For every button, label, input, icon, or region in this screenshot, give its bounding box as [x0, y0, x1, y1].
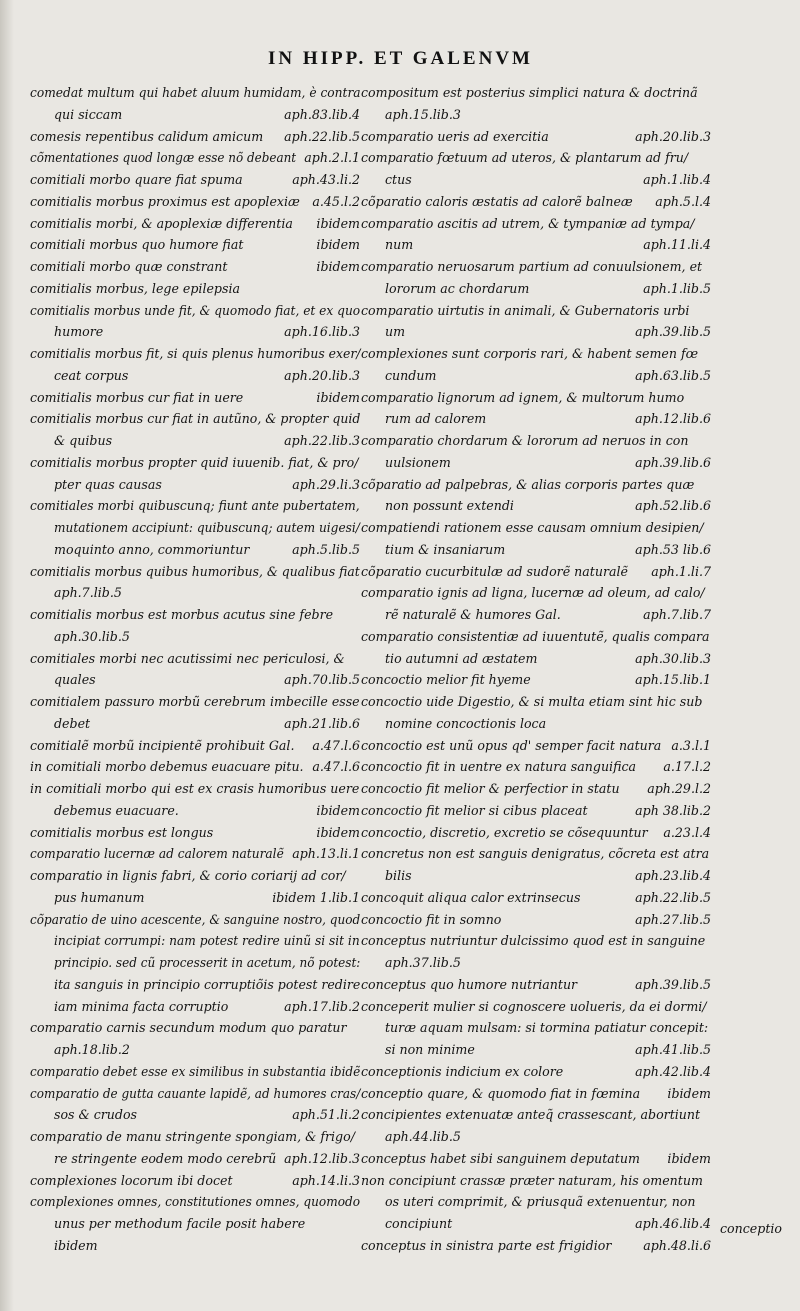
index-entry-text: comparatio de manu stringente spongiam, & frigo/: [30, 1129, 355, 1144]
index-line: [361, 822, 711, 844]
index-line: [30, 1126, 360, 1148]
index-line: [361, 1126, 711, 1148]
index-entry-text: comparatio de gutta cauante lapidẽ, ad humores cras/: [30, 1085, 361, 1101]
index-entry-text: conceperit mulier si cognoscere uolueris, da ei dormi/: [361, 998, 707, 1014]
index-line: [30, 452, 360, 474]
index-entry-text: complexiones omnes, constitutiones omnes, quomodo: [30, 1194, 361, 1210]
index-entry-text: comparatio ascitis ad utrem, & tympaniæ ad tympa/: [361, 215, 695, 231]
index-line: [361, 952, 711, 974]
index-entry-text: & quibus: [54, 433, 113, 448]
index-line: [361, 626, 711, 648]
index-entry-reference: aph.22.lib.5: [635, 889, 711, 905]
index-entry-text: conceptus habet sibi sanguinem deputatum: [361, 1150, 640, 1166]
index-line: [361, 517, 711, 539]
index-entry-text: bilis: [385, 868, 412, 883]
catchword: conceptio: [720, 1221, 782, 1236]
index-line: [30, 1104, 360, 1126]
index-line: [361, 213, 711, 235]
index-line: [30, 213, 360, 235]
index-entry-reference: ibidem: [316, 215, 360, 231]
index-entry-text: comitialis morbus cur fiat in autũno, & propter quid: [30, 411, 361, 427]
index-line: [30, 300, 360, 322]
index-entry-reference: aph.22.lib.3: [284, 433, 360, 448]
index-entry-text: cõparatio ad palpebras, & alias corporis partes quæ: [361, 476, 695, 492]
index-entry-text: comparatio in lignis fabri, & corio coriarij ad cor/: [30, 868, 346, 883]
index-entry-text: rum ad calorem: [385, 411, 487, 427]
index-entry-text: principio. sed cũ processerit in acetum, nõ potest:: [54, 955, 361, 970]
index-line: [361, 669, 711, 691]
index-line: [30, 169, 360, 191]
index-line: [361, 996, 711, 1018]
index-entry-reference: aph.51.li.2: [292, 1107, 360, 1123]
index-line: [361, 843, 711, 865]
index-entry-reference: aph.12.lib.6: [635, 411, 711, 427]
index-line: [361, 800, 711, 822]
index-line: [30, 756, 360, 778]
index-entry-text: pter quas causas: [54, 476, 162, 492]
index-line: [30, 1083, 360, 1105]
index-entry-reference: aph.41.lib.5: [635, 1042, 711, 1057]
index-line: [361, 756, 711, 778]
index-entry-reference: aph.39.lib.5: [635, 324, 711, 340]
index-line: [30, 343, 360, 365]
index-line: [30, 365, 360, 387]
index-entry-text: conceptus quo humore nutriantur: [361, 976, 578, 992]
index-entry-text: concoctio fit melior si cibus placeat: [361, 802, 588, 818]
index-line: [30, 582, 360, 604]
index-line: [30, 1213, 360, 1235]
index-entry-text: nomine concoctionis loca: [385, 715, 547, 731]
index-line: [361, 365, 711, 387]
index-line: [361, 234, 711, 256]
index-line: [361, 1039, 711, 1061]
index-entry-reference: a.3.l.1: [671, 737, 711, 753]
index-entry-text: concoctio est unũ opus qd' semper facit natura: [361, 737, 662, 753]
index-entry-text: comitialis morbus unde fit, & quomodo fiat, et ex quo: [30, 302, 361, 318]
index-line: [30, 778, 360, 800]
index-line: [361, 495, 711, 517]
index-entry-reference: aph 38.lib.2: [635, 802, 711, 818]
index-line: [361, 604, 711, 626]
index-line: [30, 1061, 360, 1083]
index-entry-reference: aph.16.lib.3: [284, 324, 360, 340]
index-entry-text: comitialis morbus est morbus acutus sine febre: [30, 607, 334, 622]
index-entry-reference: aph.27.lib.5: [635, 911, 711, 927]
index-entry-reference: aph.83.lib.4: [284, 106, 360, 122]
index-entry-text: cõmentationes quod longæ esse nõ debeant: [30, 150, 297, 166]
index-entry-text: comitialis morbus propter quid iuuenib. fiat, & pro/: [30, 454, 359, 470]
index-line: [361, 1235, 711, 1257]
index-entry-reference: aph.12.lib.3: [284, 1150, 360, 1166]
index-line: [30, 430, 360, 452]
index-entry-text: ctus: [385, 172, 412, 187]
index-entry-text: cõparatio cucurbitulæ ad sudorẽ naturalẽ: [361, 563, 628, 579]
index-line: [30, 865, 360, 887]
index-entry-text: quales: [54, 672, 96, 688]
index-entry-text: lororum ac chordarum: [385, 280, 530, 296]
index-entry-reference: aph.5.l.4: [655, 193, 711, 209]
index-entry-text: incipiat corrumpi: nam potest redire uinũ si sit in: [54, 933, 360, 949]
index-entry-text: moquinto anno, commoriuntur: [54, 541, 250, 557]
index-entry-text: concretus non est sanguis denigratus, cõcreta est atra: [361, 846, 710, 862]
index-entry-reference: aph.63.lib.5: [635, 367, 711, 383]
index-line: [30, 909, 360, 931]
index-line: [30, 691, 360, 713]
index-entry-text: aph.18.lib.2: [54, 1042, 130, 1057]
index-entry-reference: aph.29.l.2: [647, 781, 711, 796]
index-entry-reference: aph.14.li.3: [292, 1172, 360, 1188]
index-line: [30, 800, 360, 822]
index-entry-text: os uteri comprimit, & priusquã extenuentur, non: [385, 1194, 696, 1210]
index-line: [30, 82, 360, 104]
index-line: [361, 343, 711, 365]
index-line: [30, 387, 360, 409]
index-entry-reference: aph.2.l.1: [304, 150, 360, 166]
index-entry-text: iam minima facta corruptio: [54, 998, 229, 1014]
index-line: [30, 104, 360, 126]
index-line: [361, 300, 711, 322]
index-line: [361, 930, 711, 952]
index-entry-reference: ibidem: [316, 824, 360, 840]
index-entry-text: ceat corpus: [54, 367, 129, 383]
index-entry-reference: aph.39.lib.6: [635, 454, 711, 470]
index-line: [361, 1104, 711, 1126]
index-entry-text: ibidem: [54, 1237, 98, 1253]
index-line: [361, 1061, 711, 1083]
index-entry-text: debemus euacuare.: [54, 802, 179, 818]
index-line: [361, 909, 711, 931]
index-entry-text: tio autumni ad æstatem: [385, 650, 538, 666]
index-entry-text: unus per methodum facile posit habere: [54, 1216, 306, 1231]
index-line: [361, 474, 711, 496]
index-line: [30, 278, 360, 300]
index-line: [30, 191, 360, 213]
index-line: [30, 930, 360, 952]
index-entry-text: comparatio carnis secundum modum quo paratur: [30, 1020, 347, 1036]
index-line: [361, 430, 711, 452]
index-entry-text: re stringente eodem modo cerebrũ: [54, 1150, 277, 1166]
index-entry-text: qui siccam: [54, 106, 123, 122]
index-entry-text: aph.7.lib.5: [54, 585, 122, 601]
index-entry-reference: ibidem 1.lib.1: [272, 889, 360, 905]
index-entry-text: comitialis morbi, & apoplexiæ differentia: [30, 215, 293, 231]
index-entry-reference: aph.5.lib.5: [292, 541, 360, 557]
index-line: [30, 408, 360, 430]
index-line: [361, 1191, 711, 1213]
index-entry-text: comitialis morbus quibus humoribus, & qualibus fiat: [30, 563, 360, 579]
index-line: [361, 778, 711, 800]
index-entry-text: cõparatio de uino acescente, & sanguine nostro, quod: [30, 911, 361, 927]
index-line: [30, 1148, 360, 1170]
index-entry-text: comitialis morbus, lege epilepsia: [30, 280, 240, 296]
index-line: [30, 1039, 360, 1061]
index-entry-text: conceptio quare, & quomodo fiat in fœmina: [361, 1085, 641, 1101]
index-entry-text: aph.15.lib.3: [385, 106, 461, 122]
index-line: [361, 452, 711, 474]
index-line: [30, 1235, 360, 1257]
index-entry-text: rẽ naturalẽ & humores Gal.: [385, 607, 561, 622]
index-entry-text: um: [385, 324, 406, 340]
index-line: [30, 735, 360, 757]
index-entry-text: aph.37.lib.5: [385, 955, 461, 970]
index-entry-text: conceptus nutriuntur dulcissimo quod est in sanguine: [361, 933, 706, 949]
index-entry-text: comedat multum qui habet aluum humidam, è contra: [30, 85, 361, 100]
index-entry-reference: aph.48.li.6: [643, 1237, 711, 1253]
index-entry-text: tium & insaniarum: [385, 541, 506, 557]
index-line: [361, 713, 711, 735]
index-entry-reference: aph.1.lib.5: [643, 280, 711, 296]
index-entry-text: concipientes extenuatæ anteq̃ crassescant, abortiunt: [361, 1107, 701, 1123]
index-entry-text: non concipiunt crassæ præter naturam, his omentum: [361, 1172, 703, 1188]
index-entry-text: compositum est posterius simplici natura & doctrinã: [361, 85, 698, 100]
index-line: [30, 517, 360, 539]
index-entry-reference: aph.22.lib.5: [284, 128, 360, 144]
index-entry-text: comitiales morbi nec acutissimi nec periculosi, &: [30, 650, 345, 666]
index-entry-reference: aph.13.li.1: [292, 846, 360, 862]
index-entry-text: concoctio fit in somno: [361, 911, 502, 927]
index-line: [30, 669, 360, 691]
index-line: [30, 952, 360, 974]
index-entry-text: non possunt extendi: [385, 498, 514, 514]
index-line: [30, 495, 360, 517]
index-entry-text: comitialis morbus est longus: [30, 824, 214, 840]
index-line: [30, 974, 360, 996]
index-line: [30, 126, 360, 148]
index-line: [30, 822, 360, 844]
index-line: [361, 191, 711, 213]
index-entry-text: complexiones locorum ibi docet: [30, 1172, 233, 1188]
index-entry-reference: aph.39.lib.5: [635, 976, 711, 992]
index-entry-text: comparatio lignorum ad ignem, & multorum humo: [361, 389, 685, 405]
index-entry-reference: a.47.l.6: [312, 737, 360, 753]
index-entry-reference: aph.17.lib.2: [284, 998, 360, 1014]
index-entry-reference: a.47.l.6: [312, 759, 360, 775]
index-line: [361, 582, 711, 604]
index-entry-text: concoctio fit melior & perfectior in statu: [361, 781, 620, 796]
index-entry-text: in comitiali morbo qui est ex crasis humoribus uere: [30, 781, 360, 796]
index-line: [361, 735, 711, 757]
index-entry-text: mutationem accipiunt: quibuscunq; autem uigesi/: [54, 520, 360, 535]
index-line: [361, 82, 711, 104]
index-line: [30, 321, 360, 343]
index-entry-text: comparatio debet esse ex similibus in substantia ibidẽ: [30, 1063, 361, 1079]
index-line: [361, 147, 711, 169]
index-entry-text: comparatio uirtutis in animali, & Gubernatoris urbi: [361, 302, 690, 318]
index-entry-text: complexiones sunt corporis rari, & habent semen fœ: [361, 346, 699, 361]
index-line: [361, 1083, 711, 1105]
index-entry-reference: aph.30.lib.3: [635, 650, 711, 666]
index-entry-text: comitialis morbus cur fiat in uere: [30, 389, 244, 405]
index-line: [30, 147, 360, 169]
index-entry-reference: aph.15.lib.1: [635, 672, 711, 688]
index-line: [30, 626, 360, 648]
index-line: [361, 256, 711, 278]
index-entry-text: comparatio lucernæ ad calorem naturalẽ: [30, 846, 284, 862]
index-entry-reference: a.23.l.4: [663, 824, 711, 840]
index-entry-text: comitiales morbi quibuscunq; fiunt ante pubertatem,: [30, 498, 360, 514]
index-line: [361, 974, 711, 996]
index-entry-text: comparatio ignis ad ligna, lucernæ ad oleum, ad calo/: [361, 585, 705, 601]
index-entry-text: cõparatio caloris æstatis ad calorẽ balneæ: [361, 193, 633, 209]
index-line: [30, 604, 360, 626]
index-entry-text: comitialis morbus proximus est apoplexiæ: [30, 193, 300, 209]
index-line: [30, 234, 360, 256]
index-entry-text: comitiali morbo quæ constrant: [30, 259, 228, 274]
index-entry-reference: aph.20.lib.3: [635, 128, 711, 144]
index-line: [361, 387, 711, 409]
index-entry-text: cundum: [385, 367, 437, 383]
index-line: [30, 1170, 360, 1192]
index-line: [361, 1170, 711, 1192]
index-entry-reference: aph.42.lib.4: [635, 1063, 711, 1079]
index-line: [361, 1148, 711, 1170]
index-entry-text: in comitiali morbo debemus euacuare pitu.: [30, 759, 304, 775]
index-line: [361, 539, 711, 561]
index-entry-reference: aph.29.li.3: [292, 476, 360, 492]
index-line: [361, 169, 711, 191]
index-line: [30, 996, 360, 1018]
index-entry-text: debet: [54, 715, 91, 731]
index-line: [361, 104, 711, 126]
index-line: [30, 1017, 360, 1039]
index-entry-reference: aph.46.lib.4: [635, 1216, 711, 1231]
index-entry-text: ita sanguis in principio corruptiõis potest redire: [54, 976, 361, 992]
index-line: [361, 126, 711, 148]
right-column: [361, 82, 711, 1257]
index-entry-text: concoctio fit in uentre ex natura sanguifica: [361, 759, 637, 775]
index-entry-text: humore: [54, 324, 104, 340]
index-line: [361, 865, 711, 887]
index-entry-reference: aph.53 lib.6: [635, 541, 711, 557]
index-entry-text: comparatio ueris ad exercitia: [361, 128, 549, 144]
index-entry-text: turæ aquam mulsam: si tormina patiatur concepit:: [385, 1020, 709, 1036]
index-line: [30, 474, 360, 496]
index-entry-text: sos & crudos: [54, 1107, 138, 1123]
index-line: [361, 691, 711, 713]
index-entry-text: concoctio uide Digestio, & si multa etiam sint hic sub: [361, 694, 703, 709]
index-entry-text: concoctio melior fit hyeme: [361, 672, 531, 688]
index-entry-text: compatiendi rationem esse causam omnium desipien/: [361, 520, 704, 535]
index-entry-reference: aph.20.lib.3: [284, 367, 360, 383]
index-entry-text: uulsionem: [385, 454, 451, 470]
index-entry-text: comitiali morbus quo humore fiat: [30, 237, 244, 253]
running-head: IN HIPP. ET GALENVM: [268, 48, 533, 69]
index-entry-text: comitiali morbo quare fiat spuma: [30, 172, 243, 187]
index-entry-text: num: [385, 237, 414, 253]
index-entry-text: concoctio, discretio, excretio se cõsequuntur: [361, 824, 648, 840]
index-line: [30, 713, 360, 735]
index-line: [361, 887, 711, 909]
index-entry-text: comparatio consistentiæ ad iuuentutẽ, qualis compara: [361, 628, 710, 644]
index-entry-reference: aph.1.lib.4: [643, 172, 711, 187]
index-entry-text: concoquit aliqua calor extrinsecus: [361, 889, 581, 905]
index-entry-reference: a.45.l.2: [312, 193, 360, 209]
index-entry-text: si non minime: [385, 1042, 475, 1057]
index-line: [361, 561, 711, 583]
index-line: [361, 321, 711, 343]
index-entry-reference: aph.21.lib.6: [284, 715, 360, 731]
index-entry-text: comparatio chordarum & lororum ad neruos in con: [361, 433, 689, 448]
index-line: [361, 408, 711, 430]
index-line: [30, 843, 360, 865]
index-entry-reference: aph.43.li.2: [292, 172, 360, 187]
index-entry-text: conceptus in sinistra parte est frigidior: [361, 1237, 612, 1253]
index-entry-reference: aph.70.lib.5: [284, 672, 360, 688]
index-entry-text: aph.30.lib.5: [54, 628, 130, 644]
index-entry-reference: ibidem: [316, 802, 360, 818]
index-entry-reference: ibidem: [667, 1085, 711, 1101]
index-entry-text: comitialem passuro morbũ cerebrum imbecille esse: [30, 694, 360, 709]
index-line: [30, 256, 360, 278]
index-entry-reference: ibidem: [667, 1150, 711, 1166]
index-line: [30, 648, 360, 670]
index-entry-text: comparatio fœtuum ad uteros, & plantarum ad fru/: [361, 150, 689, 166]
index-line: [30, 539, 360, 561]
index-line: [30, 561, 360, 583]
index-line: [361, 648, 711, 670]
index-entry-reference: aph.1.li.7: [651, 563, 711, 579]
index-entry-reference: ibidem: [316, 237, 360, 253]
index-entry-text: comitialẽ morbũ incipientẽ prohibuit Gal.: [30, 737, 295, 753]
index-entry-reference: aph.11.li.4: [643, 237, 711, 253]
index-entry-text: comparatio neruosarum partium ad conuulsionem, et: [361, 259, 703, 274]
index-line: [361, 1213, 711, 1235]
index-entry-text: concipiunt: [385, 1216, 453, 1231]
index-entry-text: comesis repentibus calidum amicum: [30, 128, 264, 144]
index-entry-reference: ibidem: [316, 259, 360, 274]
index-entry-reference: aph.23.lib.4: [635, 868, 711, 883]
page-edge-shadow: [0, 0, 14, 1311]
index-line: [361, 278, 711, 300]
index-line: [30, 887, 360, 909]
index-entry-text: comitialis morbus fit, si quis plenus humoribus exer/: [30, 346, 361, 361]
index-entry-reference: ibidem: [316, 389, 360, 405]
index-entry-reference: a.17.l.2: [663, 759, 711, 775]
index-line: [361, 1017, 711, 1039]
index-entry-text: conceptionis indicium ex colore: [361, 1063, 564, 1079]
index-line: [30, 1191, 360, 1213]
index-entry-reference: aph.7.lib.7: [643, 607, 711, 622]
left-column: [30, 82, 360, 1257]
index-entry-text: pus humanum: [54, 889, 145, 905]
index-entry-text: aph.44.lib.5: [385, 1129, 461, 1144]
index-entry-reference: aph.52.lib.6: [635, 498, 711, 514]
